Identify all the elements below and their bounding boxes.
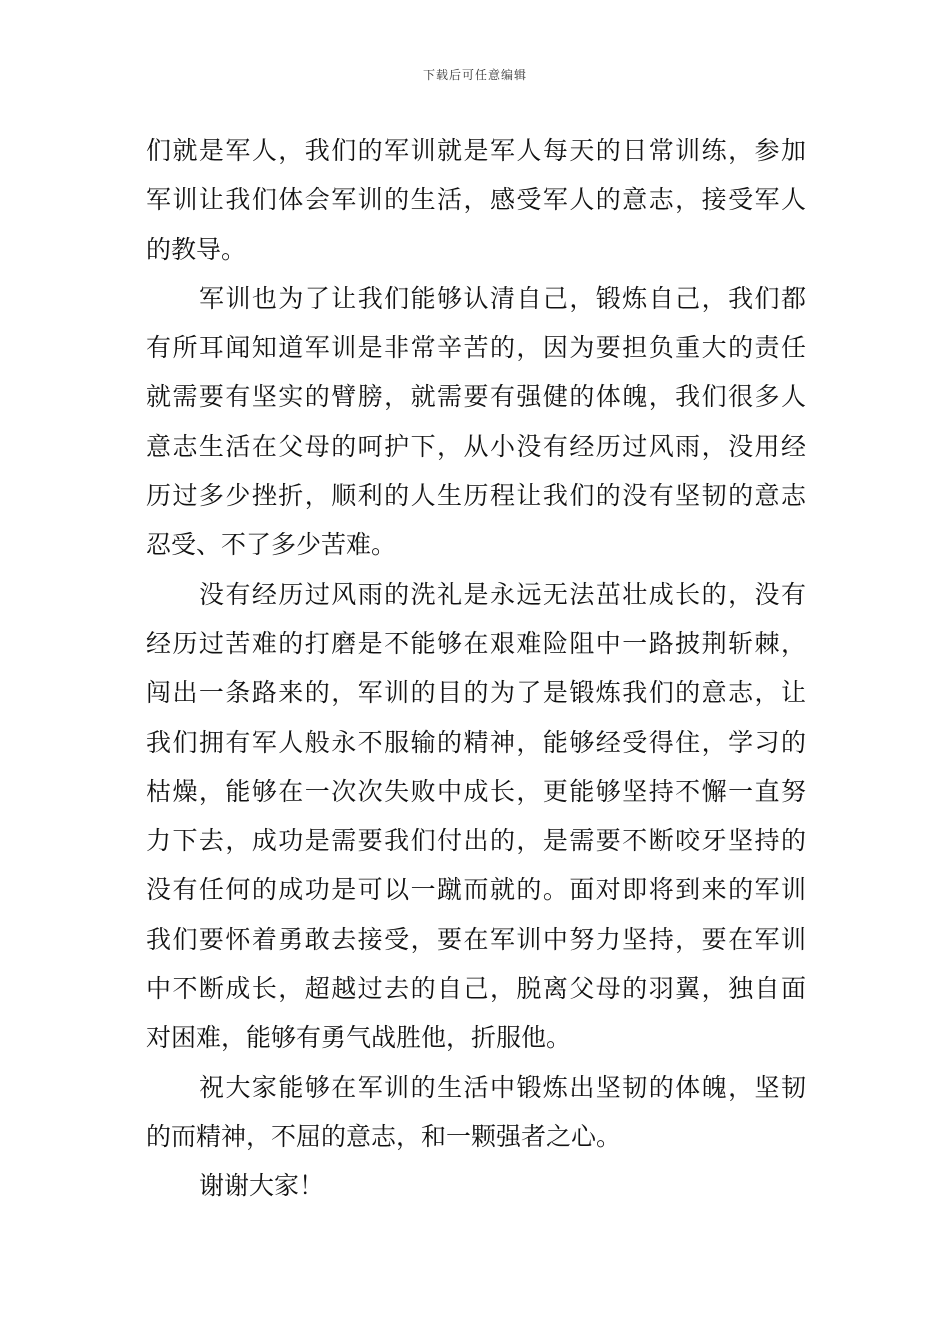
- text-line: 的而精神，不屈的意志，和一颗强者之心。: [146, 1121, 622, 1151]
- text-line: 力下去，成功是需要我们付出的，是需要不断咬牙坚持的: [146, 826, 806, 856]
- paragraph-first-line: 祝大家能够在军训的生活中锻炼出坚韧的体魄，坚韧: [199, 1072, 806, 1102]
- text-line: 忍受、不了多少苦难。: [146, 530, 397, 560]
- text-line: 经历过苦难的打磨是不能够在艰难险阻中一路披荆斩棘，: [146, 628, 806, 658]
- text-line: 我们要怀着勇敢去接受，要在军训中努力坚持，要在军训: [146, 924, 806, 954]
- closing-line: 谢谢大家！: [199, 1171, 325, 1201]
- text-line: 的教导。: [146, 234, 247, 264]
- text-line: 对困难，能够有勇气战胜他，折服他。: [146, 1023, 572, 1053]
- paragraph-first-line: 没有经历过风雨的洗礼是永远无法茁壮成长的，没有: [199, 579, 806, 609]
- paragraph-first-line: 军训也为了让我们能够认清自己，锻炼自己，我们都: [199, 283, 806, 313]
- text-line: 们就是军人，我们的军训就是军人每天的日常训练，参加: [146, 136, 806, 165]
- text-line: 意志生活在父母的呵护下，从小没有经历过风雨，没用经: [146, 431, 806, 461]
- text-line: 军训让我们体会军训的生活，感受军人的意志，接受军人: [146, 185, 806, 215]
- text-line: 没有任何的成功是可以一蹴而就的。面对即将到来的军训: [146, 875, 806, 905]
- document-body: [146, 126, 806, 1211]
- text-line: 枯燥，能够在一次次失败中成长，更能够坚持不懈一直努: [146, 776, 806, 806]
- text-line: 历过多少挫折，顺利的人生历程让我们的没有坚韧的意志: [146, 481, 806, 511]
- text-line: 就需要有坚实的臂膀，就需要有强健的体魄，我们很多人: [146, 382, 806, 412]
- text-line: 中不断成长，超越过去的自己，脱离父母的羽翼，独自面: [146, 974, 806, 1004]
- text-line: 有所耳闻知道军训是非常辛苦的，因为要担负重大的责任: [146, 333, 806, 363]
- header-note: 下载后可任意编辑: [422, 68, 527, 82]
- text-line: 我们拥有军人般永不服输的精神，能够经受得住，学习的: [146, 727, 806, 757]
- text-line: 闯出一条路来的，军训的目的为了是锻炼我们的意志，让: [146, 678, 806, 708]
